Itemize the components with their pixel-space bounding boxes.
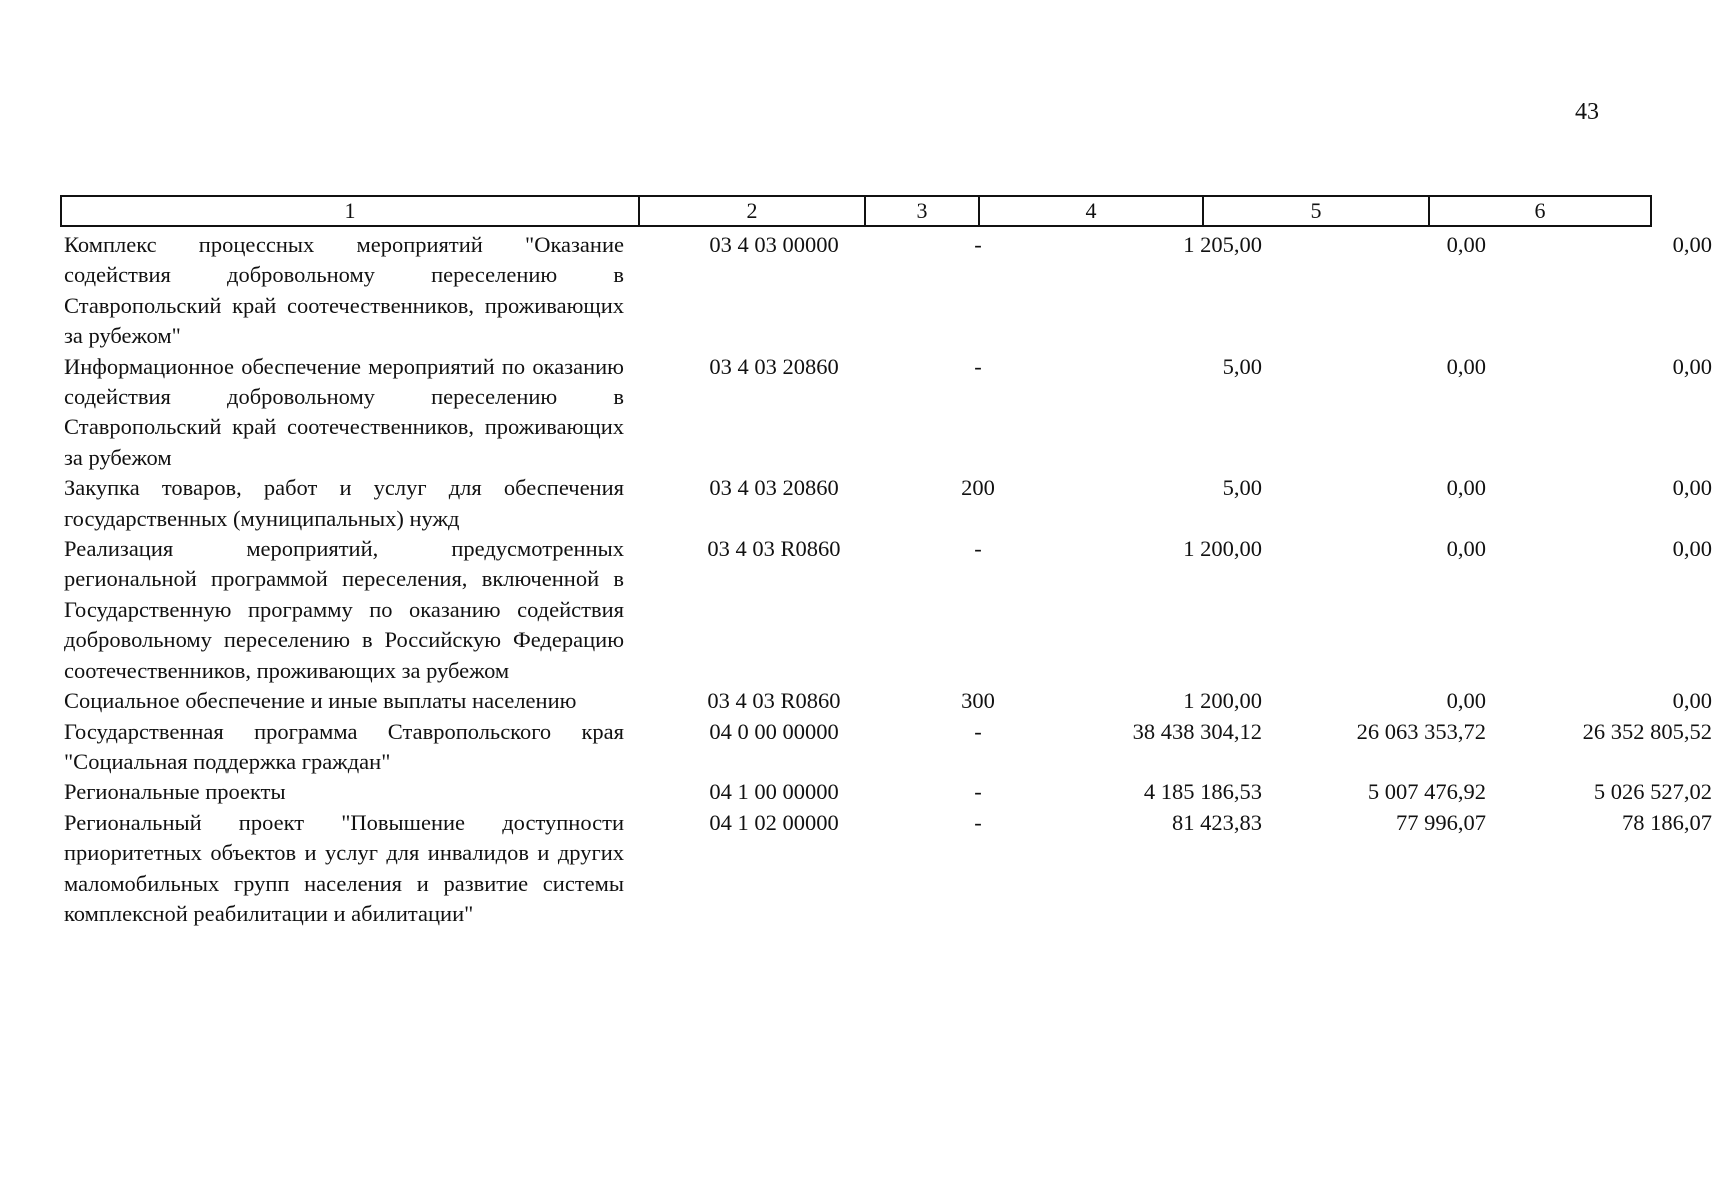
row-expense-type: - (974, 536, 982, 562)
budget-table-body (64, 230, 1712, 929)
row-amount-col5: 0,00 (1446, 688, 1486, 714)
header-col-4: 4 (979, 196, 1203, 226)
row-name: Региональные проекты (64, 779, 286, 805)
row-expense-type: - (974, 353, 982, 379)
row-name: Государственная программа Ставропольского края "Социальная поддержка граждан" (64, 718, 624, 774)
row-code: 03 4 03 R0860 (707, 688, 841, 714)
row-amount-col4: 5,00 (1222, 475, 1262, 501)
row-expense-type: - (974, 809, 982, 835)
row-amount-col6: 0,00 (1672, 475, 1712, 501)
row-code: 04 1 00 00000 (709, 779, 839, 805)
row-expense-type: 200 (961, 475, 995, 501)
row-amount-col5: 5 007 476,92 (1367, 779, 1486, 805)
page-number: 43 (1575, 99, 1599, 125)
table-row (64, 534, 1712, 686)
row-amount-col4: 1 205,00 (1183, 232, 1262, 257)
row-amount-col5: 0,00 (1446, 536, 1486, 562)
row-name: Комплекс процессных мероприятий "Оказание содействия добровольному переселению в Ставропольский край соотечественников, проживающих за рубежом" (64, 232, 624, 349)
row-amount-col6: 0,00 (1672, 353, 1712, 379)
row-name: Региональный проект "Повышение доступности приоритетных объектов и услуг для инвалидов и других маломобильных групп населения и развитие системы комплексной реабилитации и абилитации" (64, 809, 624, 926)
row-amount-col6: 0,00 (1672, 536, 1712, 562)
row-code: 03 4 03 20860 (709, 475, 839, 501)
row-amount-col5: 77 996,07 (1396, 809, 1486, 835)
row-expense-type: - (974, 232, 982, 257)
row-amount-col6: 0,00 (1672, 232, 1712, 257)
table-row (64, 777, 1712, 807)
row-amount-col6: 5 026 527,02 (1593, 779, 1712, 805)
row-code: 03 4 03 R0860 (707, 536, 841, 562)
row-name: Закупка товаров, работ и услуг для обеспечения государственных (муниципальных) нужд (64, 475, 624, 531)
row-amount-col6: 26 352 805,52 (1582, 718, 1712, 744)
row-name: Реализация мероприятий, предусмотренных региональной программой переселения, включенной в Государственную программу по оказанию содействия добровольному переселению в Российскую Федерацию соотечественников, проживающих за рубежом (64, 536, 624, 683)
header-row (61, 196, 1651, 226)
row-code: 03 4 03 20860 (709, 353, 839, 379)
row-amount-col4: 38 438 304,12 (1132, 718, 1262, 744)
table-row (64, 473, 1712, 534)
row-amount-col4: 5,00 (1222, 353, 1262, 379)
row-code: 03 4 03 00000 (709, 232, 839, 257)
row-expense-type: 300 (961, 688, 995, 714)
column-number-header (60, 195, 1652, 227)
row-amount-col4: 81 423,83 (1172, 809, 1262, 835)
header-col-2: 2 (639, 196, 865, 226)
header-col-5: 5 (1203, 196, 1429, 226)
row-amount-col5: 0,00 (1446, 475, 1486, 501)
row-amount-col6: 0,00 (1672, 688, 1712, 714)
row-code: 04 1 02 00000 (709, 809, 839, 835)
row-amount-col4: 4 185 186,53 (1143, 779, 1262, 805)
row-amount-col4: 1 200,00 (1183, 688, 1262, 714)
table-row (64, 717, 1712, 778)
table-row (64, 230, 1712, 352)
table-row (64, 352, 1712, 474)
table-row (64, 686, 1712, 716)
row-amount-col5: 26 063 353,72 (1356, 718, 1486, 744)
row-name: Информационное обеспечение мероприятий по оказанию содействия добровольному переселению в Ставропольский край соотечественников, проживающих за рубежом (64, 353, 624, 470)
row-code: 04 0 00 00000 (709, 718, 839, 744)
row-amount-col5: 0,00 (1446, 232, 1486, 257)
row-amount-col4: 1 200,00 (1183, 536, 1262, 562)
header-col-6: 6 (1429, 196, 1651, 226)
row-name: Социальное обеспечение и иные выплаты населению (64, 688, 577, 714)
row-amount-col6: 78 186,07 (1622, 809, 1712, 835)
row-expense-type: - (974, 779, 982, 805)
header-col-3: 3 (865, 196, 979, 226)
header-col-1: 1 (61, 196, 639, 226)
row-expense-type: - (974, 718, 982, 744)
table-row (64, 808, 1712, 930)
row-amount-col5: 0,00 (1446, 353, 1486, 379)
